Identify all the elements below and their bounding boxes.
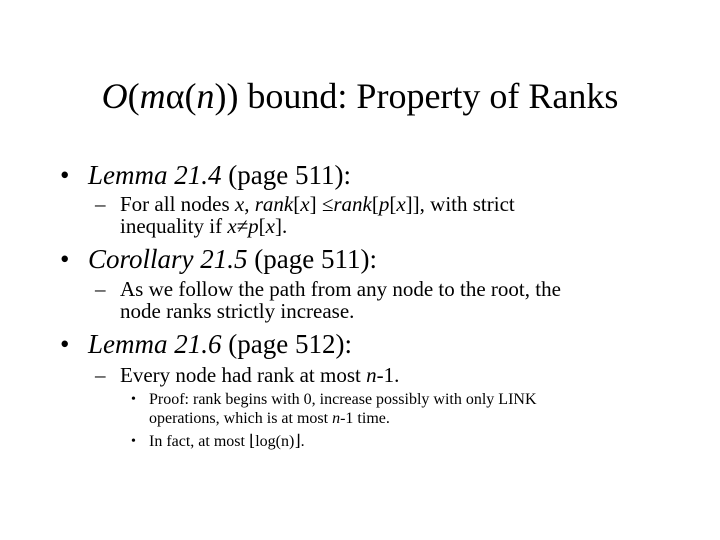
text-run: ]. [275,214,288,238]
text-run: -1. [376,363,400,387]
proof-text1: Proof: rank begins with 0, increase possibly with only LINK [149,391,537,408]
title-m: m [139,76,166,116]
var-x: x [265,214,275,238]
left-floor-symbol: ⌊ [248,433,256,450]
text-run: . [300,433,305,450]
text-run: operations, which is at most [149,410,333,427]
slide-title [0,72,720,120]
text-run: [ [293,192,301,216]
title-rest: )) bound: Property of Ranks [214,76,619,116]
var-x: x [396,192,406,216]
var-x: x [227,214,237,238]
title-alpha: α [165,76,185,116]
lemma-21-6-ref: (page 512): [221,329,352,359]
var-x: x [300,192,310,216]
bullet-icon: • [60,244,70,274]
text-run: Every node had rank at most [120,363,367,387]
text-run: For all nodes [120,192,235,216]
text-run: [ [371,192,379,216]
corollary-21-5-sub-text1: As we follow the path from any node to the root, the [120,277,561,301]
lemma-21-4-name: Lemma 21.4 [88,160,222,190]
proof-text2 [149,410,390,428]
lemma-21-6-heading [88,329,352,359]
corollary-21-5-heading [88,244,377,274]
text-run: inequality if [120,214,228,238]
log-n-text: log(n) [255,433,295,450]
text-run: [ [389,192,397,216]
var-n: n [332,410,341,427]
lemma-21-4-sub-text1 [120,193,515,215]
var-p: p [248,214,259,238]
text-run: -1 time. [340,410,390,427]
text-run: In fact, at most [149,433,249,450]
leq-symbol: ≤ [321,192,334,216]
var-x: x [234,192,245,216]
corollary-21-5-sub-text2: node ranks strictly increase. [120,299,355,323]
title-n: n [196,76,215,116]
bullet-icon: • [60,329,70,359]
fact-text [149,433,305,451]
title-o: O [101,76,128,116]
corollary-21-5-ref: (page 511): [247,244,377,274]
title-paren-2: ( [184,76,197,116]
bullet-icon: • [131,392,136,407]
var-n: n [366,363,377,387]
var-rank: rank [254,192,294,216]
lemma-21-6-name: Lemma 21.6 [88,329,222,359]
text-run: [ [258,214,266,238]
text-run: ] [309,192,322,216]
lemma-21-4-sub-text2 [120,215,287,237]
text-run: , [244,192,255,216]
corollary-21-5-name: Corollary 21.5 [88,244,248,274]
right-floor-symbol: ⌋ [294,433,301,450]
neq-symbol: ≠ [236,214,249,238]
dash-icon: – [95,363,106,387]
title-paren-open: ( [127,76,140,116]
lemma-21-6-sub-text1 [120,364,399,386]
var-p: p [378,192,390,216]
lemma-21-4-ref: (page 511): [221,160,351,190]
dash-icon: – [95,192,106,216]
dash-icon: – [95,277,106,301]
text-run: ]], with strict [405,192,515,216]
bullet-icon: • [60,160,70,190]
var-rank: rank [333,192,372,216]
bullet-icon: • [131,434,136,449]
lemma-21-4-heading [88,160,351,190]
